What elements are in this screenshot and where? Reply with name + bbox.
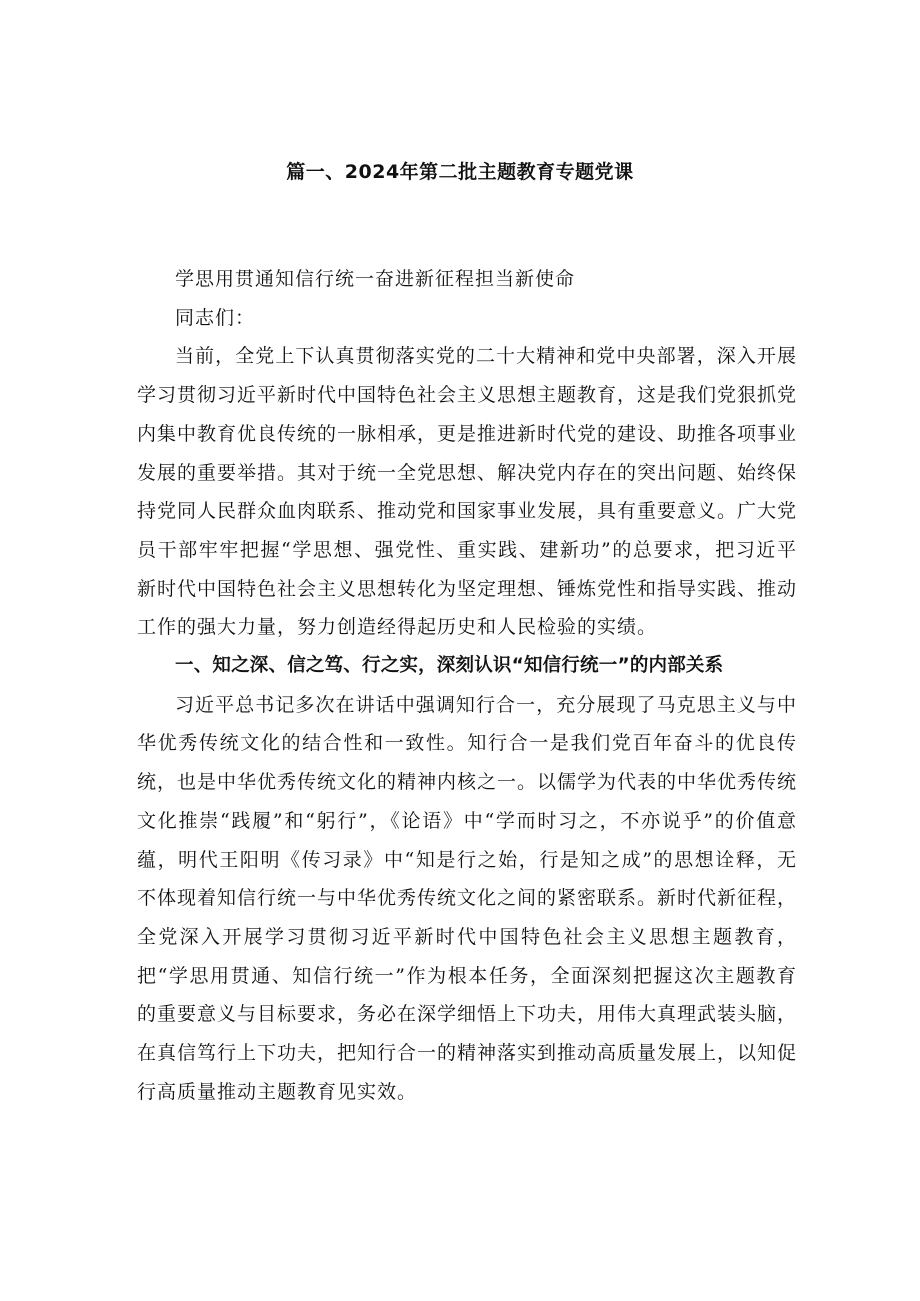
section-1-paragraph: 习近平总书记多次在讲话中强调知行合一，充分展现了马克思主义与中华优秀传统文化的结合性和一致性。知行合一是我们党百年奋斗的优良传统，也是中华优秀传统文化的精神内核之一。以儒学为代表的中华优秀传统文化推崇“践履”和“躬行”，《论语》中“学而时习之，不亦说乎”的价值意蕴，明代王阳明《传习录》中“知是行之始，行是知之成”的思想诠释，无不体现着知信行统一与中华优秀传统文化之间的紧密联系。新时代新征程，全党深入开展学习贯彻习近平新时代中国特色社会主义思想主题教育，把“学思用贯通、知信行统一”作为根本任务，全面深刻把握这次主题教育的重要意义与目标要求，务必在深学细悟上下功夫，用伟大真理武装头脑，在真信笃行上下功夫，把知行合一的精神落实到推动高质量发展上，以知促行高质量推动主题教育见实效。 <box>137 693 798 1103</box>
document-title: 篇一、2024年第二批主题教育专题党课 <box>286 161 634 183</box>
subtitle-line: 学思用贯通知信行统一奋进新征程担当新使命 <box>175 268 576 290</box>
section-heading-1: 一、知之深、信之笃、行之实，深刻认识“知信行统一”的内部关系 <box>175 655 724 677</box>
intro-paragraph: 当前，全党上下认真贯彻落实党的二十大精神和党中央部署，深入开展学习贯彻习近平新时代中国特色社会主义思想主题教育，这是我们党狠抓党内集中教育优良传统的一脉相承，更是推进新时代党的建设、助推各项事业发展的重要举措。其对于统一全党思想、解决党内存在的突出问题、始终保持党同人民群众血肉联系、推动党和国家事业发展，具有重要意义。广大党员干部牢牢把握“学思想、强党性、重实践、建新功”的总要求，把习近平新时代中国特色社会主义思想转化为坚定理想、锤炼党性和指导实践、推动工作的强大力量，努力创造经得起历史和人民检验的实绩。 <box>137 345 798 639</box>
document-body <box>137 260 797 1111</box>
salutation: 同志们： <box>175 306 256 329</box>
